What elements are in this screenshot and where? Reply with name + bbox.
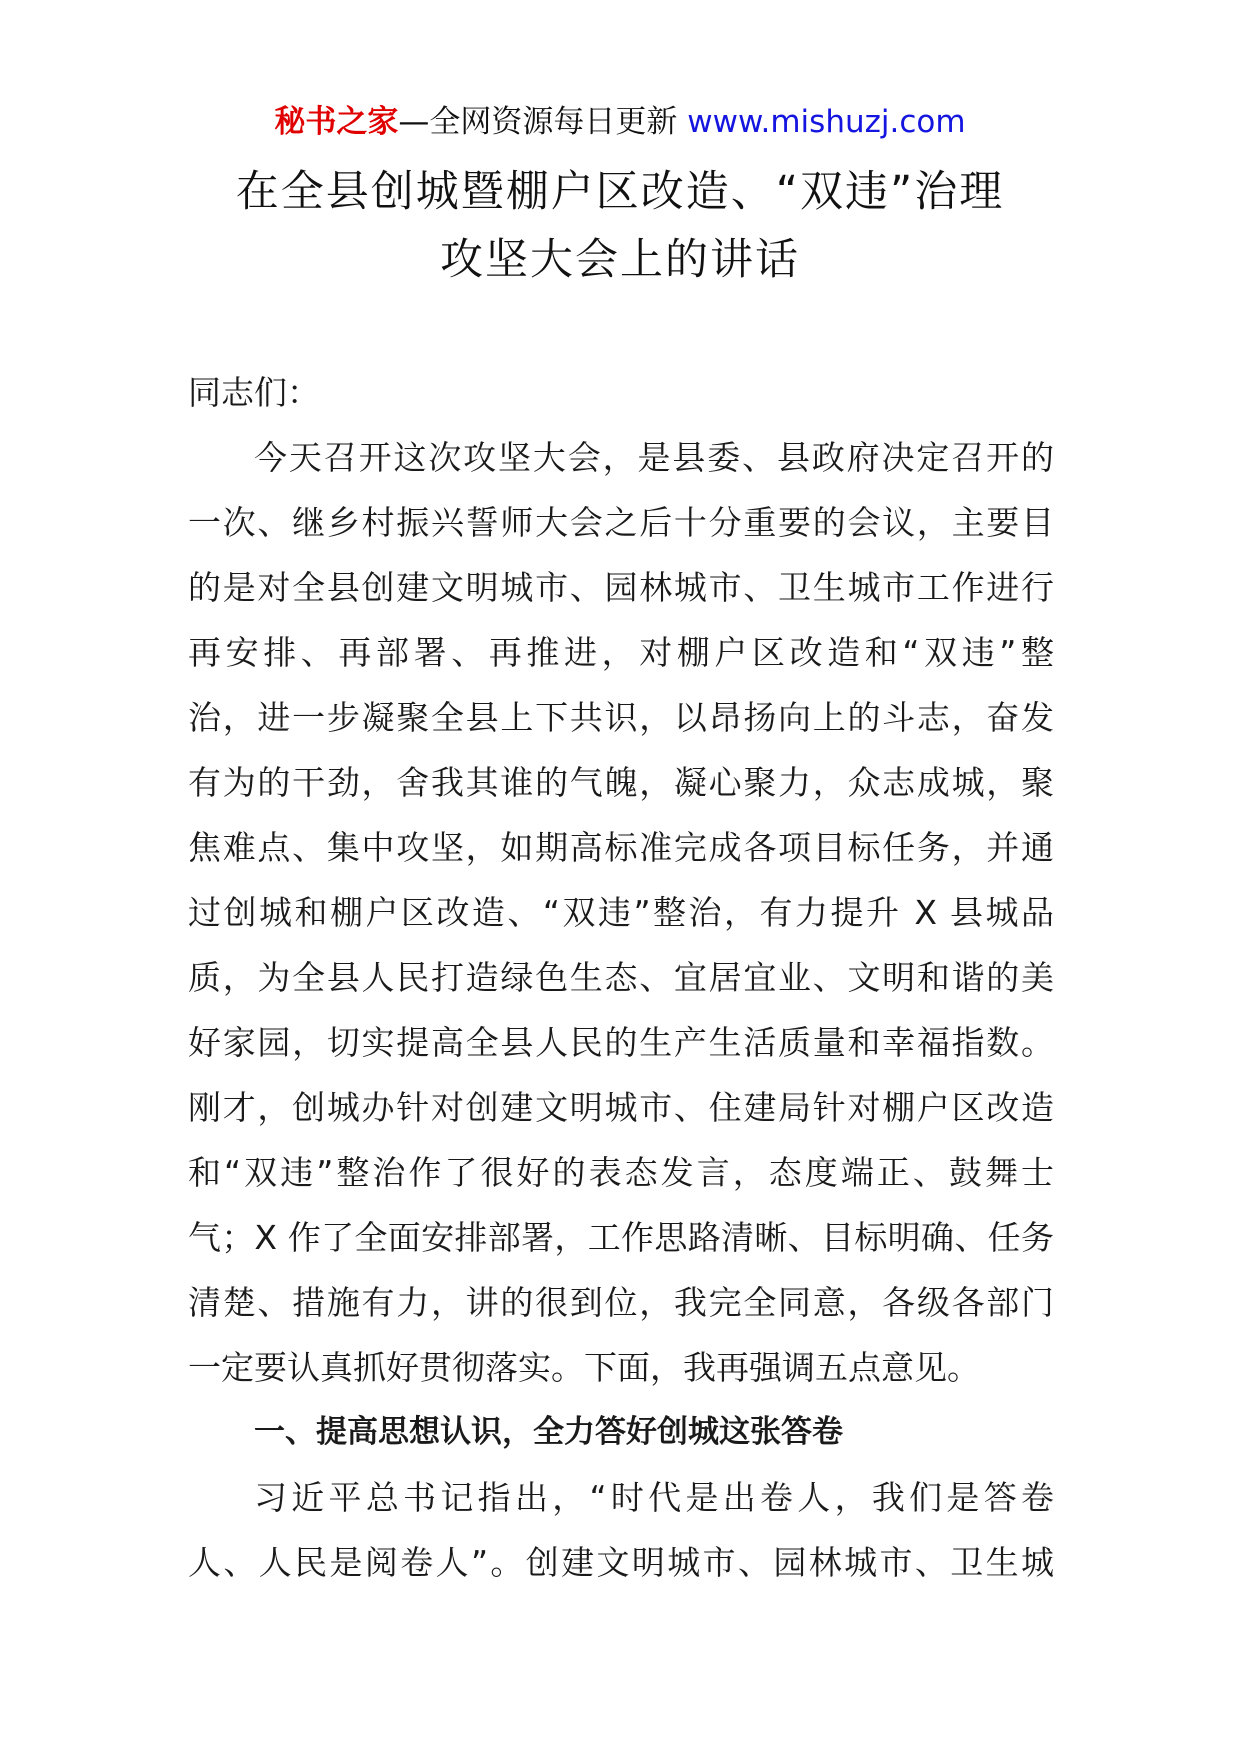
paragraph-line: 的是对全县创建文明城市、园林城市、卫生城市工作进行 — [188, 568, 1054, 607]
paragraph-line: 人、人民是阅卷人”。创建文明城市、园林城市、卫生城 — [188, 1543, 1054, 1582]
document-title-line-1: 在全县创城暨棚户区改造、“双违”治理 — [235, 167, 1005, 217]
paragraph-line: 一次、继乡村振兴誓师大会之后十分重要的会议，主要目 — [188, 503, 1054, 542]
paragraph-line: 气；X 作了全面安排部署，工作思路清晰、目标明确、任务 — [188, 1218, 1054, 1257]
paragraph-line: 治，进一步凝聚全县上下共识，以昂扬向上的斗志，奋发 — [188, 698, 1054, 737]
paragraph-line: 质，为全县人民打造绿色生态、宜居宜业、文明和谐的美 — [188, 958, 1054, 997]
speech-body — [188, 360, 1054, 1595]
paragraph-line: 有为的干劲，舍我其谁的气魄，凝心聚力，众志成城，聚 — [188, 763, 1054, 802]
paragraph-line: 今天召开这次攻坚大会，是县委、县政府决定召开的 — [254, 438, 1054, 477]
section-heading-1: 一、提高思想认识，全力答好创城这张答卷 — [254, 1414, 843, 1450]
document-title-line-2: 攻坚大会上的讲话 — [440, 235, 800, 285]
site-url-link[interactable]: www.mishuzj.com — [687, 104, 966, 140]
paragraph-line: 清楚、措施有力，讲的很到位，我完全同意，各级各部门 — [188, 1283, 1054, 1322]
paragraph-line: 焦难点、集中攻坚，如期高标准完成各项目标任务，并通 — [188, 828, 1054, 867]
paragraph-line: 好家园，切实提高全县人民的生产生活质量和幸福指数。 — [188, 1023, 1054, 1062]
paragraph-line: 一定要认真抓好贯彻落实。下面，我再强调五点意见。 — [188, 1348, 980, 1387]
brand-name: 秘书之家 — [274, 104, 399, 140]
paragraph-line: 过创城和棚户区改造、“双违”整治，有力提升 X 县城品 — [188, 893, 1054, 932]
salutation: 同志们： — [188, 373, 320, 412]
site-banner — [0, 102, 1240, 142]
paragraph-line: 再安排、再部署、再推进，对棚户区改造和“双违”整 — [188, 633, 1054, 672]
paragraph-line: 刚才，创城办针对创建文明城市、住建局针对棚户区改造 — [188, 1088, 1054, 1127]
paragraph-line: 习近平总书记指出，“时代是出卷人，我们是答卷 — [254, 1478, 1054, 1517]
paragraph-line: 和“双违”整治作了很好的表态发言，态度端正、鼓舞士 — [188, 1153, 1054, 1192]
banner-slogan: —全网资源每日更新 — [398, 104, 688, 140]
